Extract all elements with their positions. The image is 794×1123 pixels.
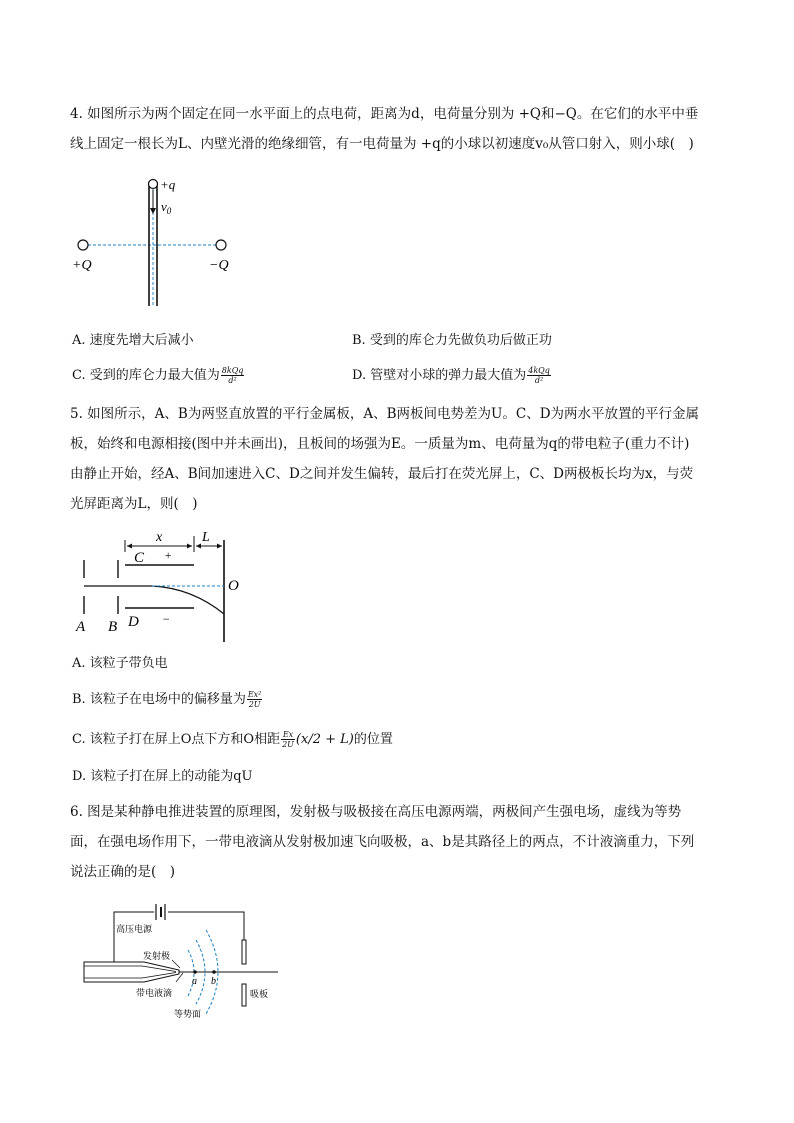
q5-stem-line-2: 板，始终和电源相接(图中并未画出)，且板间的场强为E。一质量为m、电荷量为q的带电粒子(重力不计): [70, 436, 690, 452]
q5-label-B: B: [108, 619, 118, 635]
q4-figure: [70, 172, 250, 312]
q4-option-b: B. 受到的库仑力先做负功后做正功: [352, 333, 552, 348]
q5-label-D: D: [128, 614, 139, 630]
q5-option-d: D. 该粒子打在屏上的动能为qU: [72, 769, 253, 784]
q5-label-x: x: [156, 530, 163, 545]
q6-stem-line-3: 说法正确的是( ): [70, 864, 176, 880]
q5-stem-line-3: 由静止开始，经A、B间加速进入C、D之间并发生偏转，最后打在荧光屏上，C、D两极板长均为x，与荧: [70, 466, 694, 482]
q5-option-a: A. 该粒子带负电: [72, 656, 168, 671]
q4-ball: [149, 180, 158, 189]
q6-emitter-body: [84, 962, 179, 982]
q5-dim-L-arrow-left: [196, 544, 201, 549]
q4-velocity-arrowhead: [150, 208, 156, 214]
q4-charge-minus: [216, 240, 226, 250]
q5-figure: [72, 522, 252, 642]
q6-plate-top: [242, 940, 246, 964]
q5-dim-x-arrow-right: [187, 544, 192, 549]
q4-option-a: A. 速度先增大后减小: [72, 333, 194, 348]
q4-stem-line-1: 4. 如图所示为两个固定在同一水平面上的点电荷，距离为d，电荷量分别为 +Q和−Q。在它们的水平中垂: [70, 106, 699, 122]
q4-label-v0: $v_0$: [161, 199, 172, 216]
q5-dim-x-arrow-left: [127, 544, 132, 549]
q6-label-equipotential: 等势面: [174, 1010, 202, 1020]
q4-charge-plus: [78, 240, 88, 250]
q6-leader-emitter: [172, 960, 180, 968]
q5-label-O: O: [228, 578, 239, 594]
q6-stem-line-2: 面，在强电场作用下，一带电液滴从发射极加速飞向吸极，a、b是其路径上的两点，不计液滴重力，下列: [70, 834, 695, 850]
q5-stem-line-1: 5. 如图所示，A、B为两竖直放置的平行金属板，A、B两板间电势差为U。C、D为两水平放置的平行金属: [70, 406, 700, 422]
q6-label-power: 高压电源: [116, 925, 153, 935]
q4-label-minus-Q: −Q: [209, 258, 229, 273]
q4-stem-line-2: 线上固定一根长为L、内壁光滑的绝缘细管，有一电荷量为 +q的小球以初速度v₀从管口射入，则小球( ): [70, 136, 694, 152]
q5-option-c: C. 该粒子打在屏上O点下方和O相距 $\frac{Ex}{2U}$ (x/2 + L)的位置: [72, 730, 393, 749]
q4-option-c: C. 受到的库仑力最大值为 $\frac{\text{8kQq}}{\text{d²}}$: [72, 366, 244, 385]
q6-figure: [84, 900, 284, 1025]
q6-wire-right: [168, 912, 244, 940]
q6-label-plate: 吸板: [250, 990, 269, 1000]
q6-point-a: [193, 970, 197, 974]
q5-deflected-path: [152, 586, 224, 614]
q5-label-minus: −: [162, 612, 171, 626]
q6-label-emitter: 发射极: [143, 952, 171, 962]
q6-stem-line-1: 6. 图是某种静电推进装置的原理图，发射极与吸极接在高压电源两端，两极间产生强电场，虚线为等势: [70, 804, 682, 820]
q6-label-b: b: [211, 976, 216, 987]
q5-label-C: C: [134, 550, 145, 566]
q5-label-plus: +: [164, 548, 173, 562]
q6-plate-bottom: [242, 984, 246, 1006]
q4-label-plus-Q: +Q: [72, 258, 92, 273]
q5-label-A: A: [76, 619, 86, 635]
q4-option-d: D. 管壁对小球的弹力最大值为 $\frac{\text{4kQq}}{\text{d²}}$: [352, 366, 550, 385]
q6-label-a: a: [192, 976, 197, 987]
q4-label-plus-q: +q: [160, 177, 176, 192]
q6-point-b: [212, 970, 216, 974]
q5-option-b: B. 该粒子在电场中的偏移量为 $\frac{\text{Ex²}}{2U}$: [72, 690, 262, 709]
q6-label-droplet: 带电液滴: [136, 989, 173, 999]
q5-label-L: L: [202, 530, 210, 545]
q5-dim-L-arrow-right: [217, 544, 222, 549]
q6-equipotential-1: [188, 950, 194, 996]
q5-stem-line-4: 光屏距离为L，则( ): [70, 496, 198, 512]
